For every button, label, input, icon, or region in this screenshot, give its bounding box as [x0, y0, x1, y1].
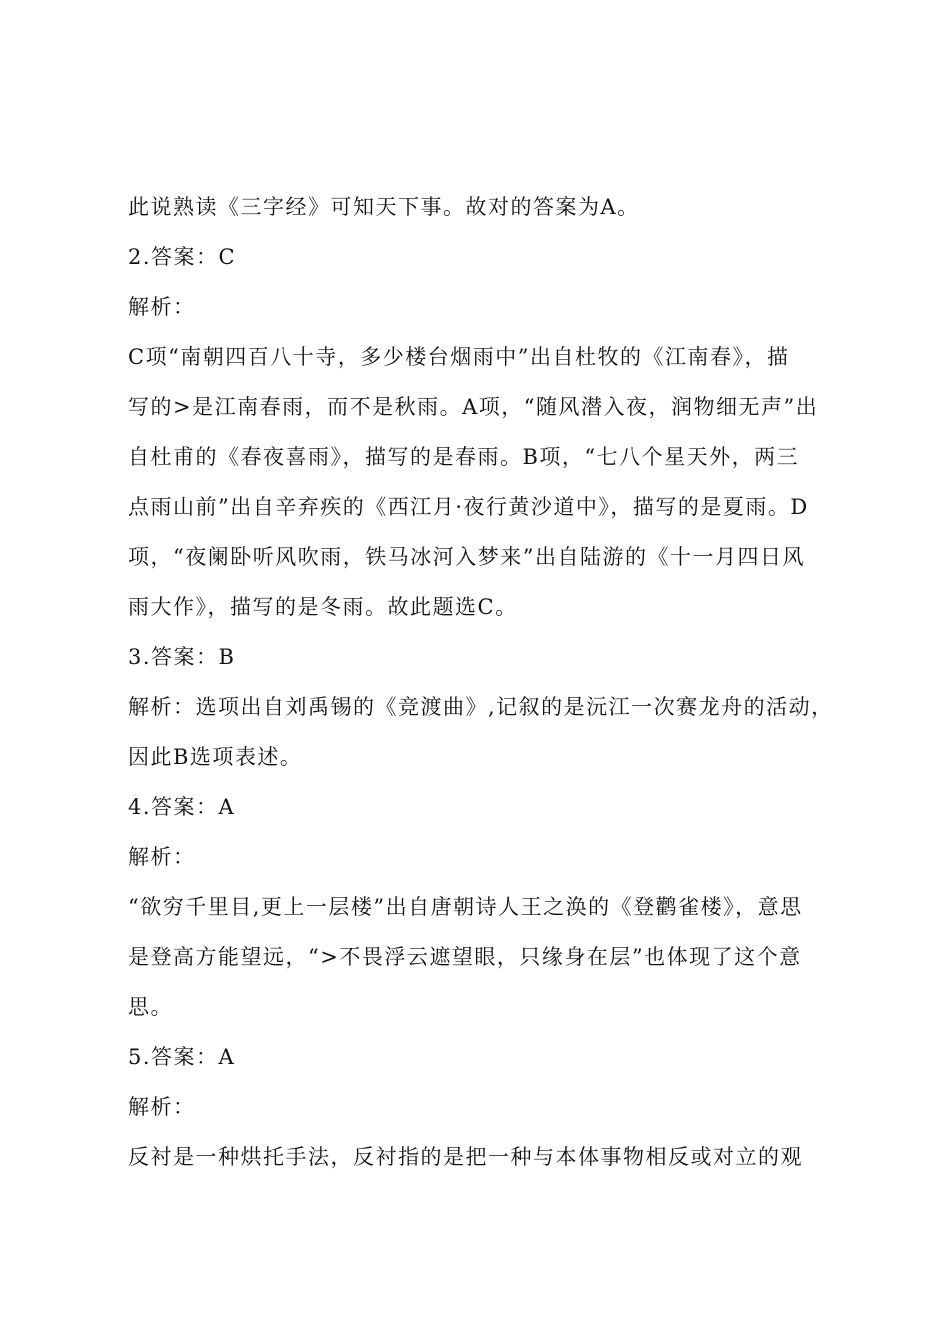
answer-4-heading: 4.答案：A	[128, 795, 236, 819]
text-line: “欲穷千里目,更上一层楼”出自唐朝诗人王之涣的《登鹳雀楼》，意思	[128, 895, 803, 919]
text-line: 自杜甫的《春夜喜雨》，描写的是春雨。B项，“七八个星天外，两三	[128, 445, 800, 469]
text-line: 点雨山前”出自辛弃疾的《西江月·夜行黄沙道中》，描写的是夏雨。D	[128, 495, 809, 519]
text-line: 项，“夜阑卧听风吹雨，铁马冰河入梦来”出自陆游的《十一月四日风	[128, 545, 805, 569]
analysis-label: 解析：	[128, 1095, 196, 1119]
analysis-label: 解析：	[128, 845, 196, 869]
text-line: 写的>是江南春雨，而不是秋雨。A项，“随风潜入夜，润物细无声”出	[128, 395, 819, 419]
text-line: 反衬是一种烘托手法，反衬指的是把一种与本体事物相反或对立的观	[128, 1145, 803, 1169]
text-line: 雨大作》，描写的是冬雨。故此题选C。	[128, 595, 518, 619]
text-line: 此说熟读《三字经》可知天下事。故对的答案为A。	[128, 195, 640, 219]
answer-5-heading: 5.答案：A	[128, 1045, 236, 1069]
answer-3-heading: 3.答案：B	[128, 645, 236, 669]
text-line: 思。	[128, 995, 173, 1019]
answer-2-heading: 2.答案：C	[128, 245, 237, 269]
analysis-label: 解析：	[128, 295, 196, 319]
text-line: 是登高方能望远，“>不畏浮云遮望眼，只缘身在层”也体现了这个意	[128, 945, 802, 969]
text-line: C项“南朝四百八十寺，多少楼台烟雨中”出自杜牧的《江南春》，描	[128, 345, 790, 369]
text-line: 因此B选项表述。	[128, 745, 303, 769]
text-line: 解析：选项出自刘禹锡的《竞渡曲》,记叙的是沅江一次赛龙舟的活动，	[128, 695, 834, 719]
document-body	[128, 182, 840, 1182]
